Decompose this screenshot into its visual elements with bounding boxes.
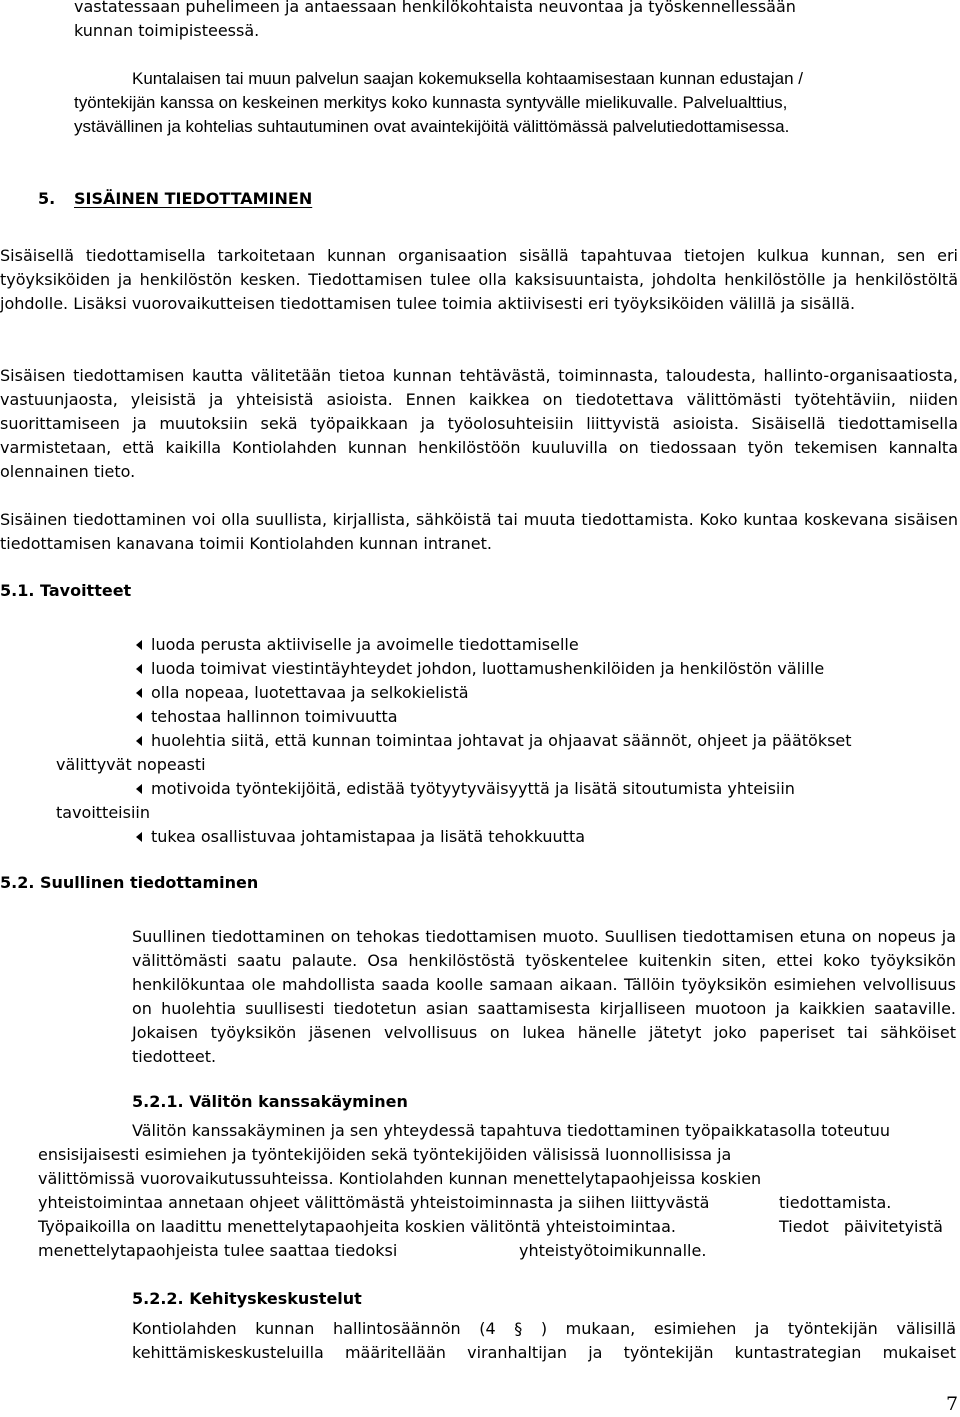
bullet-arrow-icon <box>136 712 142 722</box>
section-5-paragraph-3: Sisäinen tiedottaminen voi olla suullista, kirjallista, sähköistä tai muuta tiedottamista. Koko kuntaa koskevana sisäisen tiedottamisen kanavana toimii Kontiolahden kunnan intranet. <box>0 510 958 553</box>
intro-line-1: vastatessaan puhelimeen ja antaessaan henkilökohtaista neuvontaa ja työskennellessään <box>74 0 796 16</box>
section-5-2-paragraph: Suullinen tiedottaminen on tehokas tiedottamisen muoto. Suullisen tiedottamisen etuna on nopeus ja välittömästi saatu palaute. Osa henkilöstöstä työskentelee kuitenkin siten, ettei koko työyksikön henkilökuntaa ole mahdollista saada koolle samaan aikaan. Tällöin työyksikön esimiehen velvollisuus on huolehtia suullisesti tiedotetun asian saattamisesta kirjalliseen muotoon ja kaikkien saataville. Jokaisen työyksikön jäsenen velvollisuus on lukea hänelle jätetyt joko paperiset tai sähköiset tiedotteet. <box>132 927 956 1066</box>
bullet-arrow-icon <box>136 784 142 794</box>
section-5-title: SISÄINEN TIEDOTTAMINEN <box>74 189 313 208</box>
list-item-continuation: tavoitteisiin <box>56 803 150 822</box>
list-item: tehostaa hallinnon toimivuutta <box>132 705 398 729</box>
list-item: luoda perusta aktiiviselle ja avoimelle tiedottamiselle <box>132 633 579 657</box>
section-5-2-2-heading: 5.2.2. Kehityskeskustelut <box>132 1289 362 1308</box>
section-5-2-1-line: menettelytapaohjeista tulee saattaa tiedoksi <box>38 1241 398 1260</box>
list-item: tukea osallistuvaa johtamistapaa ja lisätä tehokkuutta <box>132 825 585 849</box>
bullet-arrow-icon <box>136 688 142 698</box>
section-5-2-1-line: välittömissä vuorovaikutussuhteissa. Kontiolahden kunnan menettelytapaohjeissa koskien <box>38 1169 762 1188</box>
section-5-2-2-paragraph: Kontiolahden kunnan hallintosäännön (4 § ) mukaan, esimiehen ja työntekijän välisillä kehittämiskeskusteluilla määritellään viranhaltijan ja työntekijän kuntastrategian mukaiset <box>132 1319 956 1362</box>
list-item: olla nopeaa, luotettavaa ja selkokielistä <box>132 681 469 705</box>
list-item: luoda toimivat viestintäyhteydet johdon, luottamushenkilöiden ja henkilöstön välille <box>132 657 824 681</box>
section-5-2-1-line: yhteistoimintaa annetaan ohjeet välittömästä yhteistoiminnasta ja siihen liittyvästä <box>38 1193 710 1212</box>
section-5-2-1-line: Välitön kanssakäyminen ja sen yhteydessä tapahtuva tiedottaminen työpaikkatasolla toteutuu <box>132 1121 890 1140</box>
page-number: 7 <box>946 1393 959 1415</box>
section-5-paragraph-2: Sisäisen tiedottamisen kautta välitetään tietoa kunnan tehtävästä, toiminnasta, taloudesta, hallinto-organisaatiosta, vastuunjaosta, yleisistä ja yhteisistä asioista. Ennen kaikkea on tiedotettava välittömästi työtehtäviin, niiden suorittamiseen ja muutoksiin sekä työpaikkaan ja työolosuhteisiin liittyvistä asioista. Sisäisellä tiedottamisella varmistetaan, että kaikilla Kontiolahden kunnan henkilöstöön kuuluvilla on tiedossaan työn tekemisen kannalta olennainen tieto. <box>0 366 958 481</box>
section-5-1-heading: 5.1. Tavoitteet <box>0 581 132 600</box>
bullet-arrow-icon <box>136 832 142 842</box>
section-5-2-1-heading: 5.2.1. Välitön kanssakäyminen <box>132 1092 408 1111</box>
bullet-arrow-icon <box>136 736 142 746</box>
section-5-number: 5. <box>38 189 56 208</box>
intro-paragraph-2-first-line: Kuntalaisen tai muun palvelun saajan kokemuksella kohtaamisestaan kunnan edustajan / <box>132 69 803 88</box>
section-5-2-heading: 5.2. Suullinen tiedottaminen <box>0 873 259 892</box>
section-5-2-1-line: yhteistyötoimikunnalle. <box>519 1241 707 1260</box>
list-item-continuation: välittyvät nopeasti <box>56 755 206 774</box>
section-5-2-1-line: ensisijaisesti esimiehen ja työntekijöiden sekä työntekijöiden välisissä luonnollisissa ja <box>38 1145 732 1164</box>
section-5-2-1-line: tiedottamista. <box>779 1193 892 1212</box>
section-5-2-1-line: Tiedot päivitetyistä <box>779 1217 943 1236</box>
section-5-paragraph-1: Sisäisellä tiedottamisella tarkoitetaan kunnan organisaation sisällä tapahtuvaa tietojen kulkua kunnan, sen eri työyksiköiden ja henkilöstön kesken. Tiedottamisen tulee olla kaksisuuntaista, johdolta henkilöstölle ja henkilöstöltä johdolle. Lisäksi vuorovaikutteisen tiedottamisen tulee toimia aktiivisesti eri työyksiköiden välillä ja sisällä. <box>0 246 958 313</box>
section-5-2-1-line: Työpaikoilla on laadittu menettelytapaohjeita koskien välitöntä yhteistoimintaa. <box>38 1217 676 1236</box>
list-item: huolehtia siitä, että kunnan toimintaa johtavat ja ohjaavat säännöt, ohjeet ja päätökset <box>132 729 852 753</box>
list-item: motivoida työntekijöitä, edistää työtyytyväisyyttä ja lisätä sitoutumista yhteisiin <box>132 777 795 801</box>
bullet-arrow-icon <box>136 664 142 674</box>
intro-line-2: kunnan toimipisteessä. <box>74 21 260 40</box>
intro-paragraph-2: työntekijän kanssa on keskeinen merkitys koko kunnasta syntyvälle mielikuvalle. Palvelualttius, ystävällinen ja kohtelias suhtautuminen ovat avaintekijöitä välittömässä palvelutiedottamisessa. <box>74 93 790 136</box>
bullet-arrow-icon <box>136 640 142 650</box>
